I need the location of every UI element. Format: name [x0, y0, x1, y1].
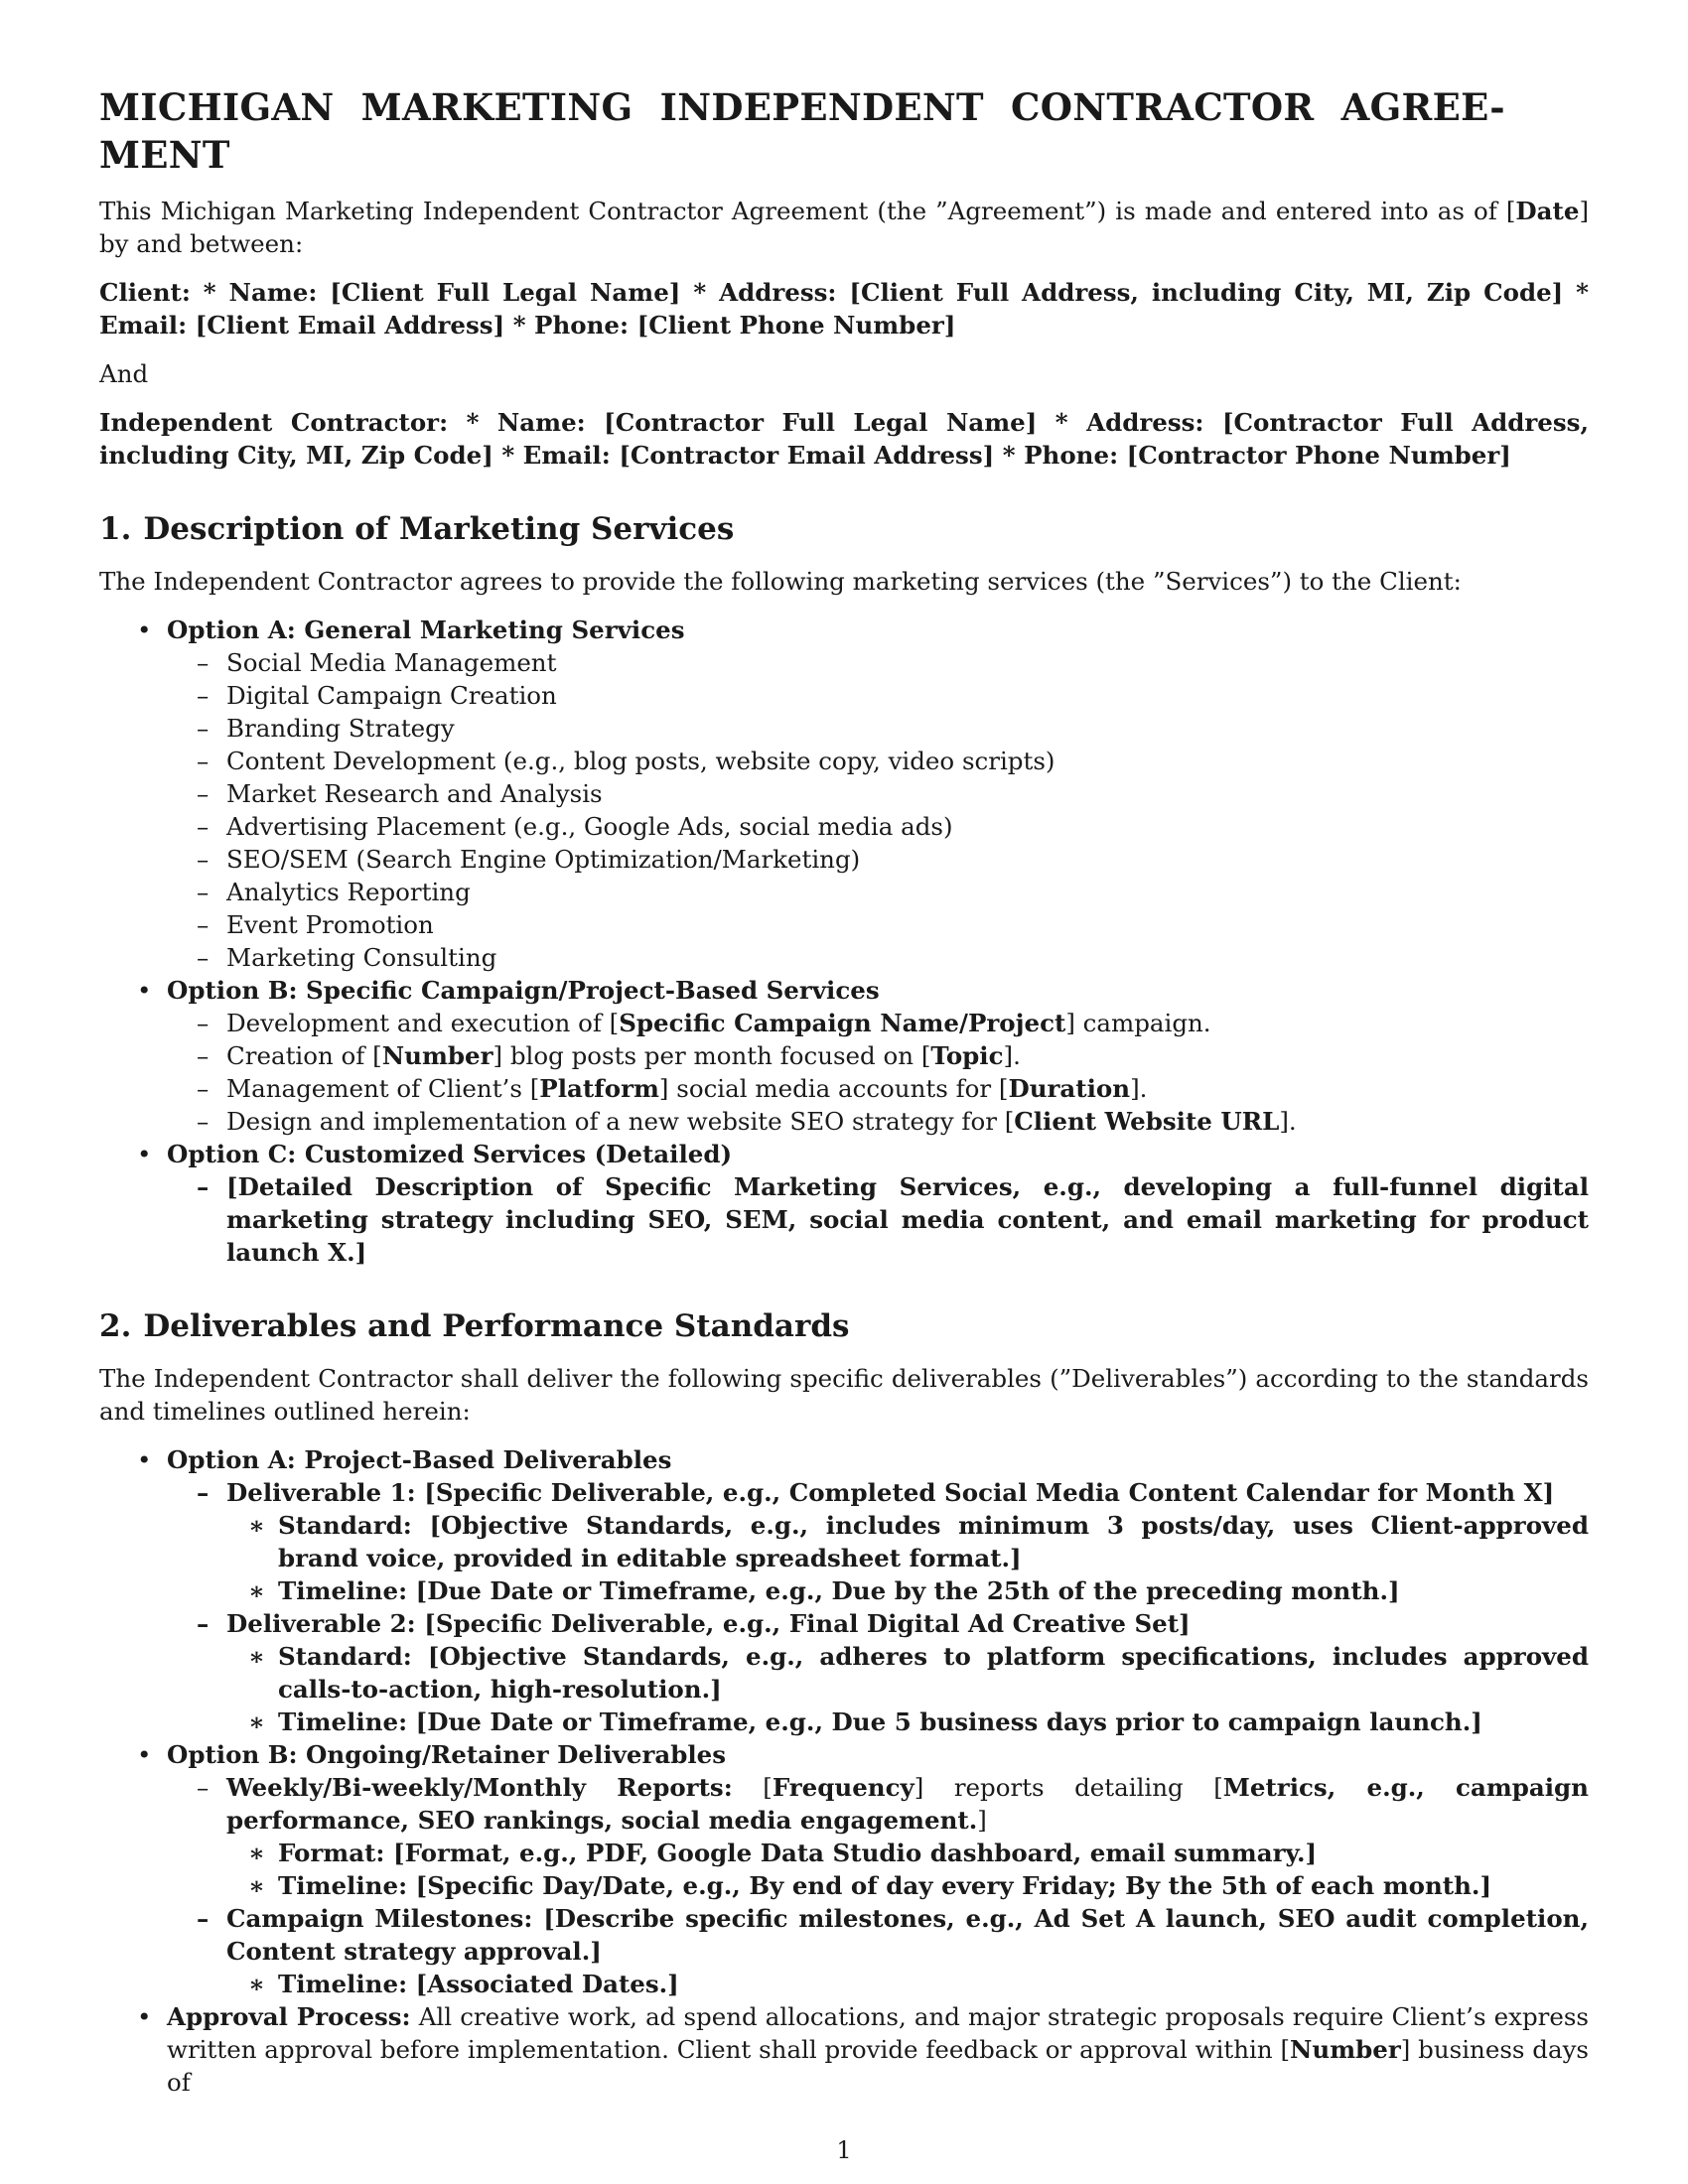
deliverable-2: [167, 1607, 1589, 1738]
list-item: – Branding Strategy: [167, 712, 1589, 745]
document-page: [99, 83, 1589, 2099]
option-a-label: Option A: Project-Based Deliverables: [167, 1445, 672, 1474]
approval-process: [99, 2000, 1589, 2099]
client-block: [99, 276, 1589, 341]
list-item: [167, 1072, 1589, 1105]
deliverable-2-details: [226, 1640, 1589, 1738]
milestones-label: – Campaign Milestones: [Describe specific milestones, e.g., Ad Set A launch, SEO audit completion, Content strategy approval.]: [226, 1904, 1589, 1966]
section-1-number: 1.: [99, 511, 132, 547]
list-item: ∗ Standard: [Objective Standards, e.g., adheres to platform specifications, includes approved calls-to-action, high-resolution.]: [226, 1640, 1589, 1706]
section-2-intro: The Independent Contractor shall deliver the following specific deliverables (”Deliverables”) according to the standards and timelines outlined herein:: [99, 1364, 1589, 1426]
option-c-label: Option C: Customized Services (Detailed): [167, 1140, 733, 1168]
section-1-heading: [99, 509, 1589, 549]
text: ].: [1279, 1107, 1297, 1136]
text: ].: [1003, 1041, 1021, 1070]
client-details: * Name: [Client Full Legal Name] * Address: [Client Full Address, including City, MI, Zip Code] * Email: [Client Email Address] * Phone: [Client Phone Number]: [99, 278, 1589, 340]
text: Management of Client’s [: [226, 1074, 540, 1103]
list-item: [167, 1007, 1589, 1039]
option-b-label: Option B: Ongoing/Retainer Deliverables: [167, 1740, 727, 1769]
list-item: – Content Development (e.g., blog posts, website copy, video scripts): [167, 745, 1589, 777]
list-item: ∗ Standard: [Objective Standards, e.g., includes minimum 3 posts/day, uses Client-approved brand voice, provided in editable spreadsheet format.]: [226, 1509, 1589, 1574]
text: ]: [977, 1806, 987, 1835]
contractor-details: * Name: [Contractor Full Legal Name] * Address: [Contractor Full Address, including City, MI, Zip Code] * Email: [Contractor Email Address] * Phone: [Contractor Phone Number]: [99, 408, 1589, 470]
list-item: ∗ Timeline: [Due Date or Timeframe, e.g., Due by the 25th of the preceding month.]: [226, 1574, 1589, 1607]
deliverables-option-b: [99, 1738, 1589, 2000]
and-text: And: [99, 359, 149, 388]
deliverables-list: [99, 1443, 1589, 2099]
reports-details: [226, 1837, 1589, 1902]
list-item: [167, 1039, 1589, 1072]
services-option-a: [99, 614, 1589, 974]
list-item: – Marketing Consulting: [167, 941, 1589, 974]
reports-line: [226, 1771, 1589, 1837]
intro-date-placeholder: Date: [1515, 197, 1580, 225]
section-2-number: 2.: [99, 1308, 132, 1344]
list-item: ∗ Timeline: [Associated Dates.]: [226, 1968, 1589, 2000]
option-a-deliverables: [167, 1476, 1589, 1738]
placeholder: Number: [381, 1041, 493, 1070]
option-b-label: Option B: Specific Campaign/Project-Based Services: [167, 976, 880, 1005]
list-item: – Social Media Management: [167, 646, 1589, 679]
deliverable-1: [167, 1476, 1589, 1607]
placeholder: Metrics, e.g., campaign performance, SEO rankings, social media engagement.: [226, 1773, 1589, 1835]
placeholder: Specific Campaign Name/Project: [619, 1009, 1066, 1037]
document-title: [99, 83, 1589, 179]
list-item: – Event Promotion: [167, 908, 1589, 941]
contractor-label: Independent Contractor:: [99, 408, 449, 437]
list-item: [167, 1105, 1589, 1138]
text: ] social media accounts for [: [658, 1074, 1009, 1103]
reports-label: Weekly/Bi-weekly/Monthly Reports:: [226, 1773, 733, 1802]
placeholder: Frequency: [772, 1773, 914, 1802]
intro-text-start: This Michigan Marketing Independent Contractor Agreement (the ”Agreement”) is made and entered into as of [: [99, 197, 1516, 225]
option-b-deliverables: [167, 1771, 1589, 2000]
title-line-2: MENT: [99, 133, 230, 177]
deliverables-option-a: [99, 1443, 1589, 1738]
approval-text-end: ] business days of: [167, 2035, 1589, 2097]
placeholder: Platform: [539, 1074, 659, 1103]
deliverable-2-label: Deliverable 2: [Specific Deliverable, e.g., Final Digital Ad Creative Set]: [226, 1609, 1191, 1638]
section-2-heading: [99, 1306, 1589, 1346]
list-item: – Digital Campaign Creation: [167, 679, 1589, 712]
milestones-details: [226, 1968, 1589, 2000]
list-item: – Market Research and Analysis: [167, 777, 1589, 810]
placeholder: Duration: [1008, 1074, 1131, 1103]
milestones-item: [167, 1902, 1589, 2000]
reports-item: [167, 1771, 1589, 1902]
approval-text: All creative work, ad spend allocations, and major strategic proposals require Client’s express written approval before implementation. Client shall provide feedback or approval within [: [167, 2002, 1589, 2064]
deliverable-1-details: [226, 1509, 1589, 1607]
section-1-title: Description of Marketing Services: [143, 511, 735, 547]
intro-paragraph: [99, 195, 1589, 260]
services-list: [99, 614, 1589, 1269]
contractor-block: [99, 406, 1589, 472]
text: ] campaign.: [1065, 1009, 1211, 1037]
placeholder: Topic: [930, 1041, 1004, 1070]
list-item: – SEO/SEM (Search Engine Optimization/Marketing): [167, 843, 1589, 876]
services-option-b: [99, 974, 1589, 1138]
text: Design and implementation of a new website SEO strategy for [: [226, 1107, 1015, 1136]
intro-text-end: ] by and between:: [99, 197, 1589, 258]
placeholder: Number: [1290, 2035, 1401, 2064]
option-a-label: Option A: General Marketing Services: [167, 615, 685, 644]
approval-label: Approval Process:: [167, 2002, 411, 2031]
client-label: Client:: [99, 278, 191, 307]
text: ] blog posts per month focused on [: [492, 1041, 931, 1070]
list-item: ∗ Format: [Format, e.g., PDF, Google Data Studio dashboard, email summary.]: [226, 1837, 1589, 1869]
list-item: – Analytics Reporting: [167, 876, 1589, 908]
option-c-items: [167, 1170, 1589, 1269]
section-2-title: Deliverables and Performance Standards: [143, 1308, 850, 1344]
page-number: 1: [836, 2136, 852, 2164]
text: [: [732, 1773, 773, 1802]
option-a-items: [167, 646, 1589, 974]
text: ].: [1130, 1074, 1148, 1103]
list-item: – Advertising Placement (e.g., Google Ads, social media ads): [167, 810, 1589, 843]
text: Creation of [: [226, 1041, 382, 1070]
services-option-c: [99, 1138, 1589, 1269]
deliverable-1-label: Deliverable 1: [Specific Deliverable, e.g., Completed Social Media Content Calendar for Month X]: [226, 1478, 1555, 1507]
list-item: ∗ Timeline: [Due Date or Timeframe, e.g., Due 5 business days prior to campaign launch.]: [226, 1706, 1589, 1738]
text: ] reports detailing [: [914, 1773, 1223, 1802]
list-item: – [Detailed Description of Specific Marketing Services, e.g., developing a full-funnel digital marketing strategy including SEO, SEM, social media content, and email marketing for product launch X.]: [167, 1170, 1589, 1269]
title-line-1: MICHIGAN MARKETING INDEPENDENT CONTRACTOR AGREE-: [99, 85, 1505, 129]
list-item: ∗ Timeline: [Specific Day/Date, e.g., By end of day every Friday; By the 5th of each month.]: [226, 1869, 1589, 1902]
section-1-intro: The Independent Contractor agrees to provide the following marketing services (the ”Services”) to the Client:: [99, 567, 1462, 596]
placeholder: Client Website URL: [1014, 1107, 1280, 1136]
text: Development and execution of [: [226, 1009, 620, 1037]
option-b-items: [167, 1007, 1589, 1138]
